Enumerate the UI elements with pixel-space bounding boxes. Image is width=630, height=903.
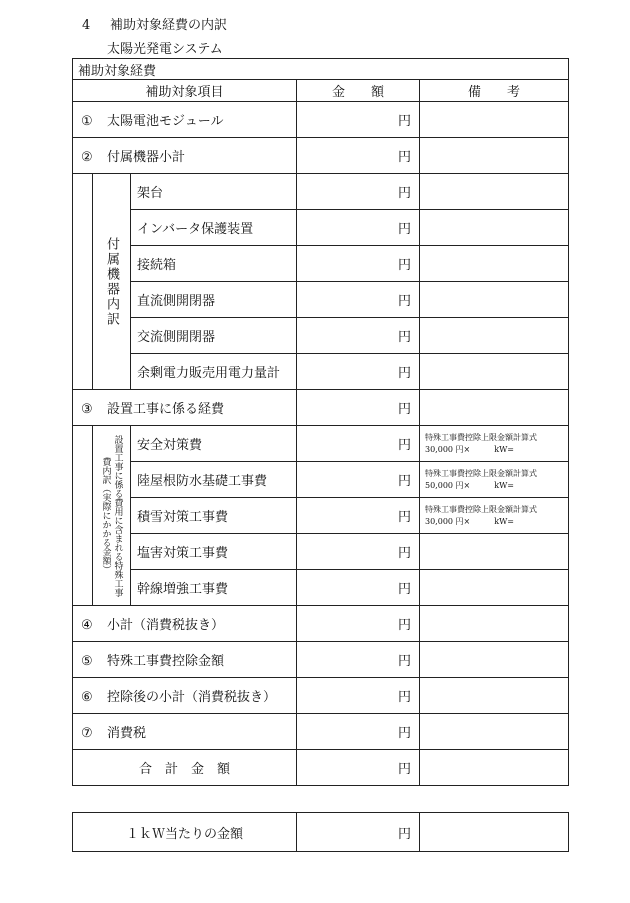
item-installation-cost: ③ 設置工事に係る経費 <box>73 390 297 426</box>
remarks-cell[interactable] <box>420 318 569 354</box>
sub-item: 余剰電力販売用電力量計 <box>131 354 297 390</box>
header-amount: 金 額 <box>297 80 420 102</box>
table-row <box>73 138 569 174</box>
remarks-cell[interactable] <box>420 570 569 606</box>
remarks-cell[interactable] <box>420 174 569 210</box>
remarks-cell[interactable] <box>420 354 569 390</box>
table-row <box>73 750 569 786</box>
remarks-cell[interactable] <box>420 813 569 852</box>
section-heading <box>82 14 227 33</box>
table-row <box>73 246 569 282</box>
table-row <box>73 678 569 714</box>
remarks-note[interactable]: 特殊工事費控除上限金額計算式 50,000 円× kW= <box>420 462 569 498</box>
table-row <box>73 426 569 462</box>
indent-cell <box>73 426 93 606</box>
amount-cell[interactable]: 円 <box>297 750 420 786</box>
remarks-cell[interactable] <box>420 642 569 678</box>
sub-item: 直流側開閉器 <box>131 282 297 318</box>
table-row <box>73 174 569 210</box>
amount-cell[interactable]: 円 <box>297 174 420 210</box>
amount-cell[interactable]: 円 <box>297 642 420 678</box>
section-title: 補助対象経費の内訳 <box>110 18 228 33</box>
remarks-cell[interactable] <box>420 390 569 426</box>
sub-item: 交流側開閉器 <box>131 318 297 354</box>
remarks-note[interactable]: 特殊工事費控除上限金額計算式 30,000 円× kW= <box>420 498 569 534</box>
per-kw-label: １ｋＷ当たりの金額 <box>73 813 297 852</box>
item-subtotal: ④ 小計（消費税抜き） <box>73 606 297 642</box>
amount-cell[interactable]: 円 <box>297 246 420 282</box>
per-kw-table <box>72 812 569 852</box>
table-row <box>73 210 569 246</box>
amount-cell[interactable]: 円 <box>297 462 420 498</box>
subsidy-cost-table <box>72 58 569 786</box>
amount-cell[interactable]: 円 <box>297 813 420 852</box>
item-accessory-subtotal: ② 付属機器小計 <box>73 138 297 174</box>
table-row <box>73 354 569 390</box>
table-row <box>73 813 569 852</box>
remarks-cell[interactable] <box>420 138 569 174</box>
item-solar-module: ① 太陽電池モジュール <box>73 102 297 138</box>
amount-cell[interactable]: 円 <box>297 678 420 714</box>
amount-cell[interactable]: 円 <box>297 354 420 390</box>
remarks-cell[interactable] <box>420 210 569 246</box>
item-special-deduction: ⑤ 特殊工事費控除金額 <box>73 642 297 678</box>
amount-cell[interactable]: 円 <box>297 714 420 750</box>
table-row <box>73 462 569 498</box>
table-row <box>73 318 569 354</box>
sub-item: 積雪対策工事費 <box>131 498 297 534</box>
amount-cell[interactable]: 円 <box>297 138 420 174</box>
item-subtotal-after-deduction: ⑥ 控除後の小計（消費税抜き） <box>73 678 297 714</box>
remarks-cell[interactable] <box>420 714 569 750</box>
sub-item: 架台 <box>131 174 297 210</box>
remarks-cell[interactable] <box>420 678 569 714</box>
table-row <box>73 534 569 570</box>
sub-item: 塩害対策工事費 <box>131 534 297 570</box>
amount-cell[interactable]: 円 <box>297 282 420 318</box>
remarks-cell[interactable] <box>420 246 569 282</box>
item-total: 合 計 金 額 <box>73 750 297 786</box>
table-row <box>73 498 569 534</box>
table-row <box>73 714 569 750</box>
header-remarks: 備 考 <box>420 80 569 102</box>
amount-cell[interactable]: 円 <box>297 318 420 354</box>
table-row <box>73 642 569 678</box>
table-row <box>73 282 569 318</box>
remarks-cell[interactable] <box>420 102 569 138</box>
table-row <box>73 390 569 426</box>
table-row <box>73 570 569 606</box>
table-row <box>73 102 569 138</box>
amount-cell[interactable]: 円 <box>297 426 420 462</box>
amount-cell[interactable]: 円 <box>297 390 420 426</box>
sub-item: 接続箱 <box>131 246 297 282</box>
remarks-cell[interactable] <box>420 534 569 570</box>
amount-cell[interactable]: 円 <box>297 606 420 642</box>
table-section-label: 補助対象経費 <box>73 59 569 80</box>
sub-item: 陸屋根防水基礎工事費 <box>131 462 297 498</box>
amount-cell[interactable]: 円 <box>297 498 420 534</box>
amount-cell[interactable]: 円 <box>297 102 420 138</box>
amount-cell[interactable]: 円 <box>297 570 420 606</box>
amount-cell[interactable]: 円 <box>297 534 420 570</box>
sub-item: 安全対策費 <box>131 426 297 462</box>
remarks-note[interactable]: 特殊工事費控除上限金額計算式 30,000 円× kW= <box>420 426 569 462</box>
remarks-cell[interactable] <box>420 606 569 642</box>
section-number: 4 <box>82 18 91 33</box>
group-label-special-works: 設置工事に係る費用に含まれる特殊工事 費内訳（実際にかかる金額） <box>93 426 131 606</box>
sub-item: インバータ保護装置 <box>131 210 297 246</box>
remarks-cell[interactable] <box>420 282 569 318</box>
sub-item: 幹線増強工事費 <box>131 570 297 606</box>
header-item: 補助対象項目 <box>73 80 297 102</box>
section-subtitle: 太陽光発電システム <box>107 42 223 57</box>
amount-cell[interactable]: 円 <box>297 210 420 246</box>
remarks-cell[interactable] <box>420 750 569 786</box>
item-consumption-tax: ⑦ 消費税 <box>73 714 297 750</box>
table-row <box>73 606 569 642</box>
indent-cell <box>73 174 93 390</box>
group-label-accessories: 付属機器内訳 <box>93 174 131 390</box>
